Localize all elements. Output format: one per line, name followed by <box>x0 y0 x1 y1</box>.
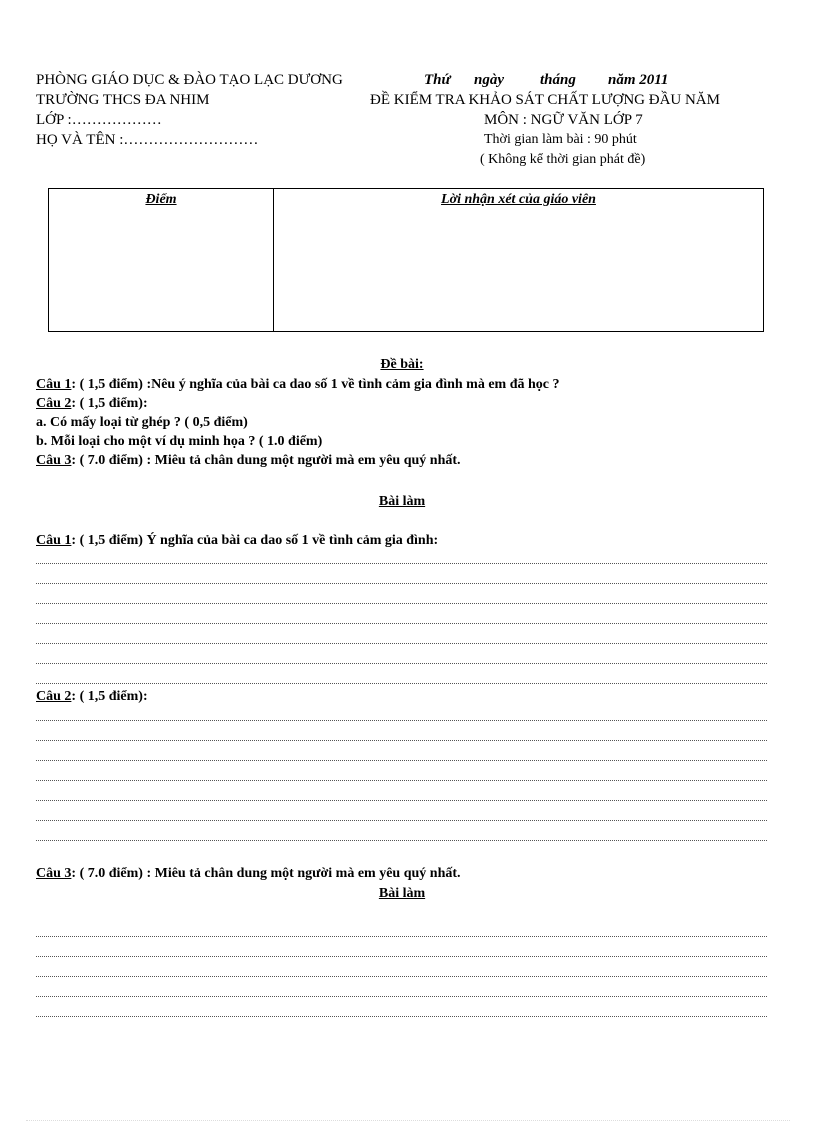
answer-line[interactable] <box>36 623 767 624</box>
answer-3-label: Câu 3 <box>36 866 72 881</box>
answer-1-heading <box>36 533 438 549</box>
page-bottom-line <box>26 1120 790 1121</box>
department-name: PHÒNG GIÁO DỤC & ĐÀO TẠO LẠC DƯƠNG <box>36 72 343 88</box>
question-1-text: : ( 1,5 điểm) :Nêu ý nghĩa của bài ca dao số 1 về tình cảm gia đình mà em đã học ? <box>71 377 560 392</box>
answer-title: Bài làm <box>378 494 426 509</box>
answer-line[interactable] <box>36 780 767 781</box>
question-1 <box>36 377 559 393</box>
question-1-label: Câu 1 <box>36 377 72 392</box>
answer-title-2: Bài làm <box>378 886 426 901</box>
answer-line[interactable] <box>36 683 767 684</box>
date-nam: năm 2011 <box>608 72 669 88</box>
answer-line[interactable] <box>36 643 767 644</box>
answer-line[interactable] <box>36 563 767 564</box>
questions-title: Đề bài: <box>380 357 424 372</box>
question-2-text: : ( 1,5 điểm): <box>71 396 148 411</box>
answer-line[interactable] <box>36 840 767 841</box>
answer-line[interactable] <box>36 996 767 997</box>
question-3-label: Câu 3 <box>36 453 72 468</box>
answer-1-text: : ( 1,5 điểm) Ý nghĩa của bài ca dao số 1 về tình cảm gia đình: <box>71 533 439 548</box>
answer-line[interactable] <box>36 583 767 584</box>
answer-line[interactable] <box>36 663 767 664</box>
answer-2-text: : ( 1,5 điểm): <box>71 689 148 704</box>
school-name: TRƯỜNG THCS ĐA NHIM <box>36 92 210 108</box>
answer-1-label: Câu 1 <box>36 533 72 548</box>
score-header: Điểm <box>145 192 177 207</box>
answer-line[interactable] <box>36 936 767 937</box>
question-2b: b. Mỗi loại cho một ví dụ minh họa ? ( 1.0 điểm) <box>36 434 323 449</box>
answer-3-heading <box>36 866 461 882</box>
question-3-text: : ( 7.0 điểm) : Miêu tả chân dung một người mà em yêu quý nhất. <box>71 453 461 468</box>
exam-time: Thời gian làm bài : 90 phút <box>484 132 637 147</box>
comment-header: Lời nhận xét của giáo viên <box>441 192 596 207</box>
answer-line[interactable] <box>36 1016 767 1017</box>
score-table <box>48 188 764 332</box>
score-column <box>49 189 274 331</box>
name-label: HỌ VÀ TÊN :……………………… <box>36 132 259 148</box>
answer-line[interactable] <box>36 760 767 761</box>
answer-line[interactable] <box>36 820 767 821</box>
subject: MÔN : NGỮ VĂN LỚP 7 <box>484 112 643 128</box>
class-label: LỚP :……………… <box>36 112 162 128</box>
date-thu: Thứ <box>424 72 451 88</box>
exam-title: ĐỀ KIỂM TRA KHẢO SÁT CHẤT LƯỢNG ĐẦU NĂM <box>370 92 720 108</box>
question-2 <box>36 396 148 412</box>
exam-time-note: ( Không kể thời gian phát đề) <box>480 152 646 167</box>
question-2a: a. Có mấy loại từ ghép ? ( 0,5 điểm) <box>36 415 248 430</box>
comment-column <box>274 189 763 331</box>
date-thang: tháng <box>540 72 576 88</box>
answer-2-label: Câu 2 <box>36 689 72 704</box>
date-ngay: ngày <box>474 72 504 88</box>
answer-line[interactable] <box>36 720 767 721</box>
answer-line[interactable] <box>36 956 767 957</box>
question-3 <box>36 453 461 469</box>
question-2-label: Câu 2 <box>36 396 72 411</box>
answer-line[interactable] <box>36 976 767 977</box>
answer-line[interactable] <box>36 740 767 741</box>
answer-line[interactable] <box>36 800 767 801</box>
answer-3-text: : ( 7.0 điểm) : Miêu tả chân dung một người mà em yêu quý nhất. <box>71 866 461 881</box>
answer-2-heading <box>36 689 148 705</box>
answer-line[interactable] <box>36 603 767 604</box>
